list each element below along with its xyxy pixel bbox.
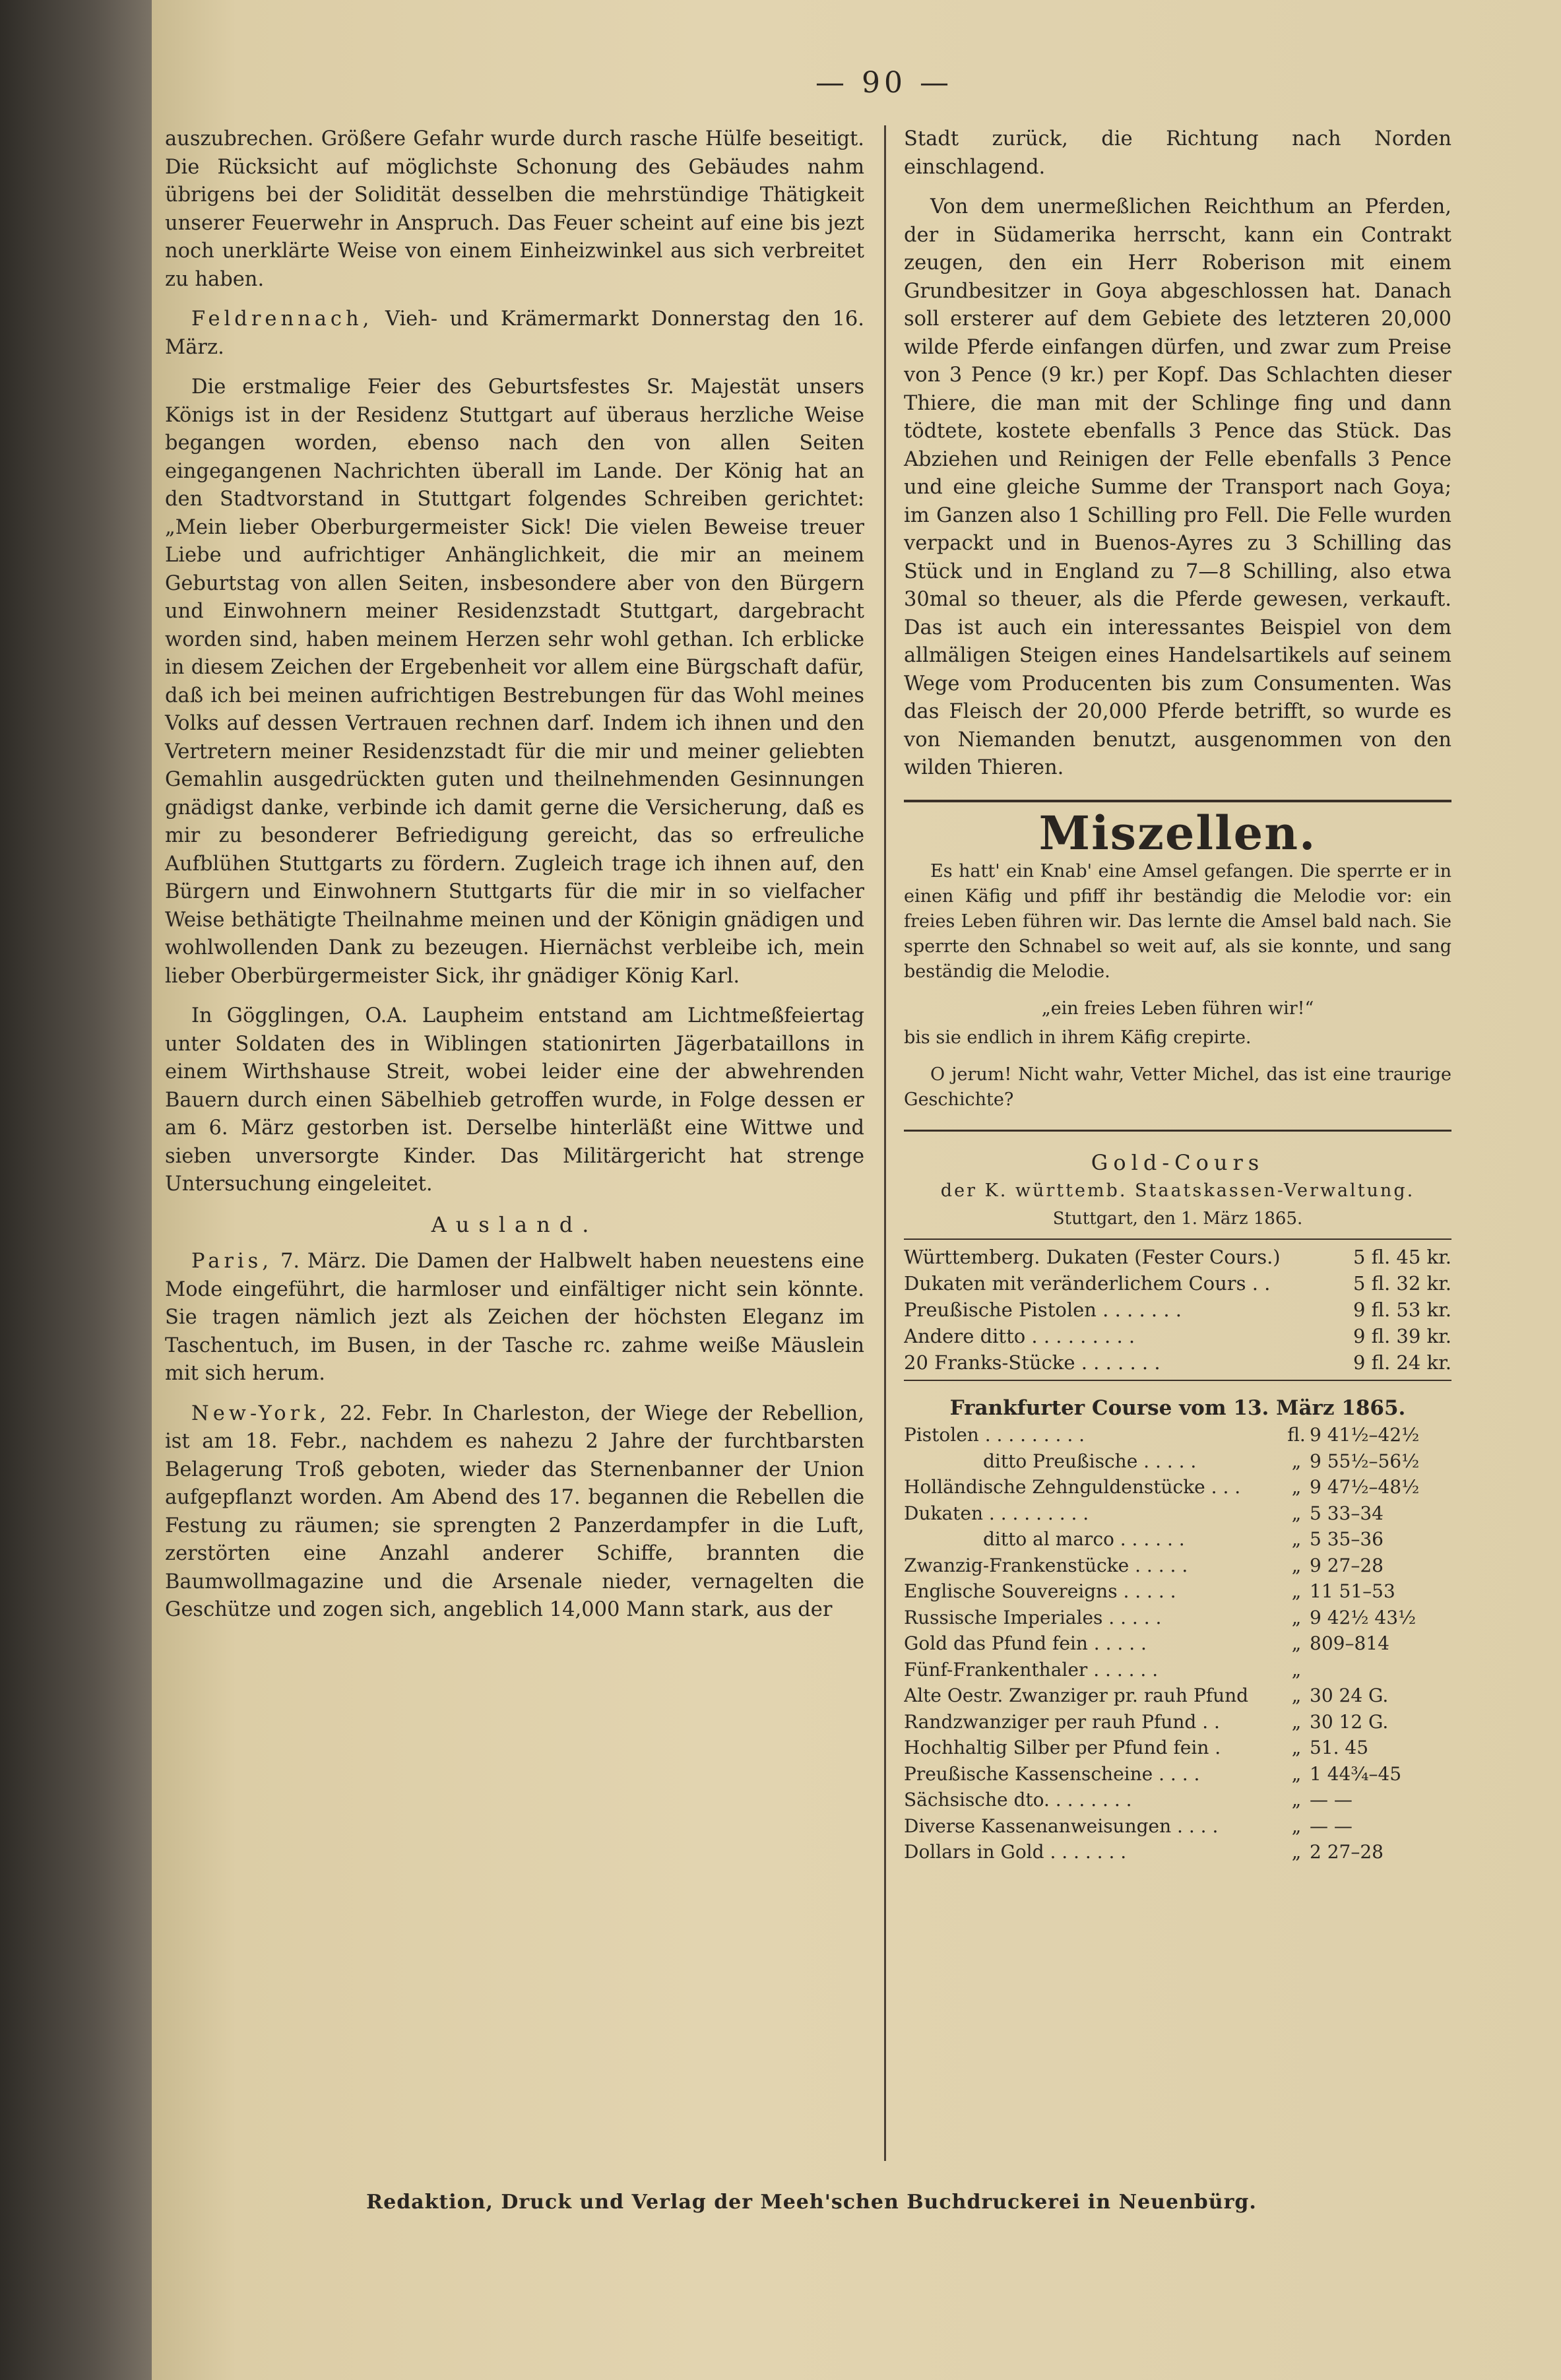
frankfurt-rate-unit: „	[1291, 1580, 1302, 1602]
column-divider	[884, 125, 886, 2161]
frankfurt-rate-name: Dollars in Gold . . . . . . .	[904, 1841, 1127, 1863]
place-feldrennach: Feldrennach,	[191, 307, 373, 331]
frankfurt-rate-name: ditto Preußische . . . . .	[983, 1450, 1197, 1472]
frankfurt-rate-unit: „	[1291, 1737, 1302, 1758]
frankfurt-rate-value: — —	[1310, 1789, 1353, 1811]
book-binding	[0, 0, 172, 2380]
miszellen-story	[904, 859, 1451, 1112]
gold-rate-name: 20 Franks-Stücke . . . . . . .	[904, 1351, 1161, 1374]
gold-cours-subtitle: der K. württemb. Staatskassen-Verwaltung.	[940, 1180, 1415, 1201]
frankfurt-rate-unit: „	[1291, 1710, 1302, 1733]
frankfurt-rate-row	[904, 1839, 1451, 1865]
frankfurt-rate-name: Randzwanziger per rauh Pfund . .	[904, 1710, 1220, 1733]
frankfurt-rate-name: Diverse Kassenanweisungen . . . .	[904, 1815, 1219, 1837]
market-text: Vieh- und Krämermarkt Donnerstag den 16. März.	[165, 307, 864, 359]
frankfurt-rate-name: Fünf-Frankenthaler . . . . . .	[904, 1658, 1159, 1681]
gold-rate-name: Andere ditto . . . . . . . . .	[904, 1324, 1135, 1347]
frankfurt-rate-row	[904, 1813, 1451, 1840]
right-column	[904, 125, 1451, 1865]
frankfurt-rate-row	[904, 1526, 1451, 1553]
frankfurt-rate-row	[904, 1683, 1451, 1709]
article-goegglingen: In Gögglingen, O.A. Laupheim entstand am Lichtmeßfeiertag unter Soldaten des in Wiblingen stationirten Jägerbataillons in einem Wirthshause Streit, wobei leider eine der abwehrenden Bauern durch einen Säbelhieb getroffen wurde, in Folge dessen er am 6. März gestorben ist. Derselbe hinterläßt eine Wittwe und sieben unversorgte Kinder. Das Militärgericht hat strenge Untersuchung eingeleitet.	[165, 1004, 864, 1196]
frankfurt-rate-row	[904, 1553, 1451, 1579]
frankfurt-rate-row	[904, 1787, 1451, 1813]
frankfurt-rate-row	[904, 1448, 1451, 1475]
frankfurt-rate-unit: „	[1291, 1658, 1302, 1681]
article-king-birthday: Die erstmalige Feier des Geburtsfestes Sr. Majestät unsers Königs ist in der Residenz Stuttgart auf überaus herzliche Weise begangen worden, ebenso nach den von allen Seiten eingegangenen Nachrichten überall im Lande. Der König hat an den Stadtvorstand in Stuttgart folgendes Schreiben gerichtet: „Mein lieber Oberburgermeister Sick! Die vielen Beweise treuer Liebe und aufrichtiger Anhänglichkeit, die mir an meinem Geburtstag von allen Seiten, insbesondere aber von den Bürgern und Einwohnern meiner Residenzstadt Stuttgart, dargebracht worden sind, haben meinem Herzen sehr wohl gethan. Ich erblicke in diesem Zeichen der Ergebenheit vor allem eine Bürgschaft dafür, daß ich bei meinen aufrichtigen Bestrebungen für das Wohl meines Volks auf dessen Vertrauen rechnen darf. Indem ich ihnen und den Vertretern meiner Residenzstadt für die mir und meiner geliebten Gemahlin ausgedrückten guten und theilnehmenden Gesinnungen gnädigst danke, verbinde ich damit gerne die Versicherung, daß es mir zu besonderer Befriedigung gereicht, das so erfreuliche Aufblühen Stuttgarts zu fördern. Zugleich trage ich ihnen auf, den Bürgern und Einwohnern Stuttgarts für die mir in so vielfacher Weise bethätigte Theilnahme meinen und der Königin gnädigen und wohlwollenden Dank zu bezeugen. Hiernächst verbleibe ich, mein lieber Oberbürgermeister Sick, ihr gnädiger König Karl.	[165, 375, 864, 988]
frankfurt-rate-value: 9 41½–42½	[1310, 1424, 1420, 1446]
article-paris	[165, 1248, 864, 1388]
left-column	[165, 125, 864, 1636]
gold-rate-row	[904, 1323, 1451, 1349]
imprint-footer: Redaktion, Druck und Verlag der Meeh'schen Buchdruckerei in Neuenbürg.	[366, 2191, 1257, 2214]
frankfurt-rate-value: 9 42½ 43½	[1310, 1606, 1417, 1628]
frankfurt-rate-value: 5 35–36	[1310, 1528, 1384, 1550]
section-rule	[904, 800, 1451, 802]
frankfurt-rate-value: 9 47½–48½	[1310, 1476, 1420, 1498]
story-end: O jerum! Nicht wahr, Vetter Michel, das ist eine traurige Geschichte?	[904, 1064, 1451, 1110]
frankfurt-rate-value: 9 27–28	[1310, 1554, 1384, 1576]
frankfurt-rate-unit: „	[1291, 1815, 1302, 1837]
frankfurt-rate-name: Zwanzig-Frankenstücke . . . . .	[904, 1554, 1188, 1576]
article-new-york	[165, 1400, 864, 1624]
frankfurt-rate-value: 2 27–28	[1310, 1841, 1384, 1863]
gold-rate-row	[904, 1270, 1451, 1297]
frankfurt-rate-name: Englische Souvereigns . . . . .	[904, 1580, 1176, 1602]
frankfurt-rate-row	[904, 1709, 1451, 1735]
page-number: — 90 —	[815, 66, 953, 100]
frankfurt-rate-name: Holländische Zehnguldenstücke . . .	[904, 1476, 1241, 1498]
frankfurt-rate-unit: „	[1291, 1841, 1302, 1863]
gold-rate-name: Württemberg. Dukaten (Fester Cours.)	[904, 1245, 1281, 1268]
story-text: Es hatt' ein Knab' eine Amsel gefangen. Die sperrte er in einen Käfig und pfiff ihr beständig die Melodie vor: ein freies Leben führen wir. Das lernte die Amsel bald nach. Sie sperrte den Schnabel so weit auf, als sie konnte, und sang beständig die Melodie.	[904, 861, 1451, 982]
frankfurt-rate-name: Hochhaltig Silber per Pfund fein .	[904, 1737, 1221, 1758]
miszellen-title: Miszellen.	[1038, 805, 1317, 860]
frankfurt-rate-unit: „	[1291, 1789, 1302, 1811]
frankfurt-rate-unit: „	[1291, 1476, 1302, 1498]
frankfurt-rate-value: 30 12 G.	[1310, 1710, 1389, 1733]
gold-cours-table	[904, 1238, 1451, 1381]
frankfurt-rate-unit: „	[1291, 1554, 1302, 1576]
frankfurt-rate-name: Russische Imperiales . . . . .	[904, 1606, 1162, 1628]
frankfurt-rate-unit: „	[1291, 1606, 1302, 1628]
frankfurt-rate-name: Sächsische dto. . . . . . . .	[904, 1789, 1132, 1811]
gold-rate-name: Preußische Pistolen . . . . . . .	[904, 1298, 1182, 1321]
gold-rate-value: 5 fl. 32 kr.	[1353, 1271, 1451, 1295]
frankfurt-rate-name: Alte Oestr. Zwanziger pr. rauh Pfund	[904, 1685, 1249, 1706]
frankfurt-rate-unit: fl.	[1287, 1424, 1306, 1446]
frankfurt-rate-value: — —	[1310, 1815, 1353, 1837]
frankfurt-rate-row	[904, 1578, 1451, 1605]
frankfurt-rate-unit: „	[1291, 1632, 1302, 1654]
gold-rate-name: Dukaten mit veränderlichem Cours . .	[904, 1271, 1271, 1295]
frankfurt-rate-name: Dukaten . . . . . . . . .	[904, 1502, 1089, 1524]
frankfurt-rate-name: Gold das Pfund fein . . . . .	[904, 1632, 1147, 1654]
new-york-text: 22. Febr. In Charleston, der Wiege der Rebellion, ist am 18. Febr., nachdem es nahezu 2 Jahre der furchtbarsten Belagerung Troß geboten, wieder das Sternenbanner der Union aufgepflanzt worden. Am Abend des 17. begannen die Rebellen die Festung zu räumen; sie sprengten 2 Panzerdampfer in die Luft, zerstörten eine Anzahl anderer Schiffe, brannten die Baumwollmagazine und die Arsenale nieder, vernagelten die Geschütze und zogen sich, angeblich 14,000 Mann stark, aus der	[165, 1401, 864, 1621]
frankfurt-rate-value: 1 44¾–45	[1310, 1762, 1402, 1785]
frankfurt-rate-name: Preußische Kassenscheine . . . .	[904, 1762, 1200, 1785]
gold-rate-value: 9 fl. 24 kr.	[1353, 1351, 1451, 1374]
gold-cours-title: Gold-Cours	[1091, 1150, 1265, 1175]
gold-rate-row	[904, 1244, 1451, 1270]
frankfurt-rate-value: 30 24 G.	[1310, 1685, 1389, 1706]
frankfurt-rate-row	[904, 1422, 1451, 1448]
gold-rate-value: 9 fl. 39 kr.	[1353, 1324, 1451, 1347]
article-new-york-cont: Stadt zurück, die Richtung nach Norden einschlagend.	[904, 127, 1451, 179]
article-horses: Von dem unermeßlichen Reichthum an Pferden, der in Südamerika herrscht, kann ein Contrakt zeugen, den ein Herr Roberison mit einem Grundbesitzer in Goya abgeschlossen hat. Danach soll ersterer auf dem Gebiete des letzteren 20,000 wilde Pferde einfangen dürfen, und zwar zum Preise von 3 Pence (9 kr.) per Kopf. Das Schlachten dieser Thiere, die man mit der Schlinge fing und dann tödtete, kostete ebenfalls 3 Pence das Stück. Das Abziehen und Reinigen der Felle ebenfalls 3 Pence und eine gleiche Summe der Transport nach Goya; im Ganzen also 1 Schilling pro Fell. Die Felle wurden verpackt und in Buenos-Ayres zu 3 Schilling das Stück und in England zu 7—8 Schilling, also etwa 30mal so theuer, als die Pferde gewesen, verkauft. Das ist auch ein interessantes Beispiel von dem allmäligen Steigen eines Handelsartikels auf seinem Wege vom Producenten bis zum Consumenten. Was das Fleisch der 20,000 Pferde betrifft, so wurde es von Niemanden benutzt, ausgenommen von den wilden Thieren.	[904, 195, 1451, 779]
gold-rate-row	[904, 1297, 1451, 1323]
frankfurt-rate-unit: „	[1291, 1502, 1302, 1524]
frankfurt-rate-unit: „	[1291, 1685, 1302, 1706]
frankfurt-rate-row	[904, 1630, 1451, 1657]
gold-rate-value: 9 fl. 53 kr.	[1353, 1298, 1451, 1321]
place-paris: Paris,	[191, 1250, 273, 1273]
paris-text: 7. März. Die Damen der Halbwelt haben neuestens eine Mode eingeführt, die harmloser und einfältiger nicht sein könnte. Sie tragen nämlich jezt als Zeichen der höchsten Eleganz im Taschentuch, im Busen, in der Tasche rc. zahme weiße Mäuslein mit sich herum.	[165, 1250, 864, 1385]
frankfurt-rate-row	[904, 1605, 1451, 1631]
frankfurt-rate-unit: „	[1291, 1762, 1302, 1785]
frankfurt-rate-name: ditto al marco . . . . . .	[983, 1528, 1185, 1550]
article-market	[165, 306, 864, 362]
frankfurt-rate-value: 11 51–53	[1310, 1580, 1395, 1602]
section-ausland: Ausland.	[431, 1211, 598, 1237]
frankfurt-rate-value: 809–814	[1310, 1632, 1389, 1654]
frankfurt-rate-name: Pistolen . . . . . . . . .	[904, 1424, 1085, 1446]
frankfurt-rate-row	[904, 1657, 1451, 1683]
frankfurt-course-title: Frankfurter Course vom 13. März 1865.	[949, 1396, 1406, 1420]
frankfurt-rate-unit: „	[1291, 1528, 1302, 1550]
section-rule-2	[904, 1130, 1451, 1132]
frankfurt-rate-value: 9 55½–56½	[1310, 1450, 1420, 1472]
frankfurt-rate-value: 51. 45	[1310, 1737, 1369, 1758]
frankfurt-rate-row	[904, 1761, 1451, 1787]
article-fire: auszubrechen. Größere Gefahr wurde durch rasche Hülfe beseitigt. Die Rücksicht auf möglichste Schonung des Gebäudes nahm übrigens bei der Solidität desselben die mehrstündige Thätigkeit unserer Feuerwehr in Anspruch. Das Feuer scheint auf eine bis jezt noch unerklärte Weise von einem Einheizwinkel aus sich verbreitet zu haben.	[165, 127, 864, 291]
frankfurt-rate-row	[904, 1735, 1451, 1761]
frankfurt-rate-row	[904, 1500, 1451, 1527]
frankfurt-course-table	[904, 1422, 1451, 1865]
frankfurt-rate-value	[1310, 1657, 1451, 1683]
gold-rate-value: 5 fl. 45 kr.	[1353, 1245, 1451, 1268]
place-new-york: New-York,	[191, 1401, 331, 1425]
story-line: bis sie endlich in ihrem Käfig crepirte.	[904, 1027, 1252, 1048]
gold-cours-date: Stuttgart, den 1. März 1865.	[1052, 1209, 1303, 1229]
gold-rate-row	[904, 1349, 1451, 1376]
frankfurt-rate-row	[904, 1474, 1451, 1500]
frankfurt-rate-unit: „	[1291, 1450, 1302, 1472]
frankfurt-rate-value: 5 33–34	[1310, 1502, 1384, 1524]
story-quote: „ein freies Leben führen wir!“	[1041, 998, 1314, 1019]
